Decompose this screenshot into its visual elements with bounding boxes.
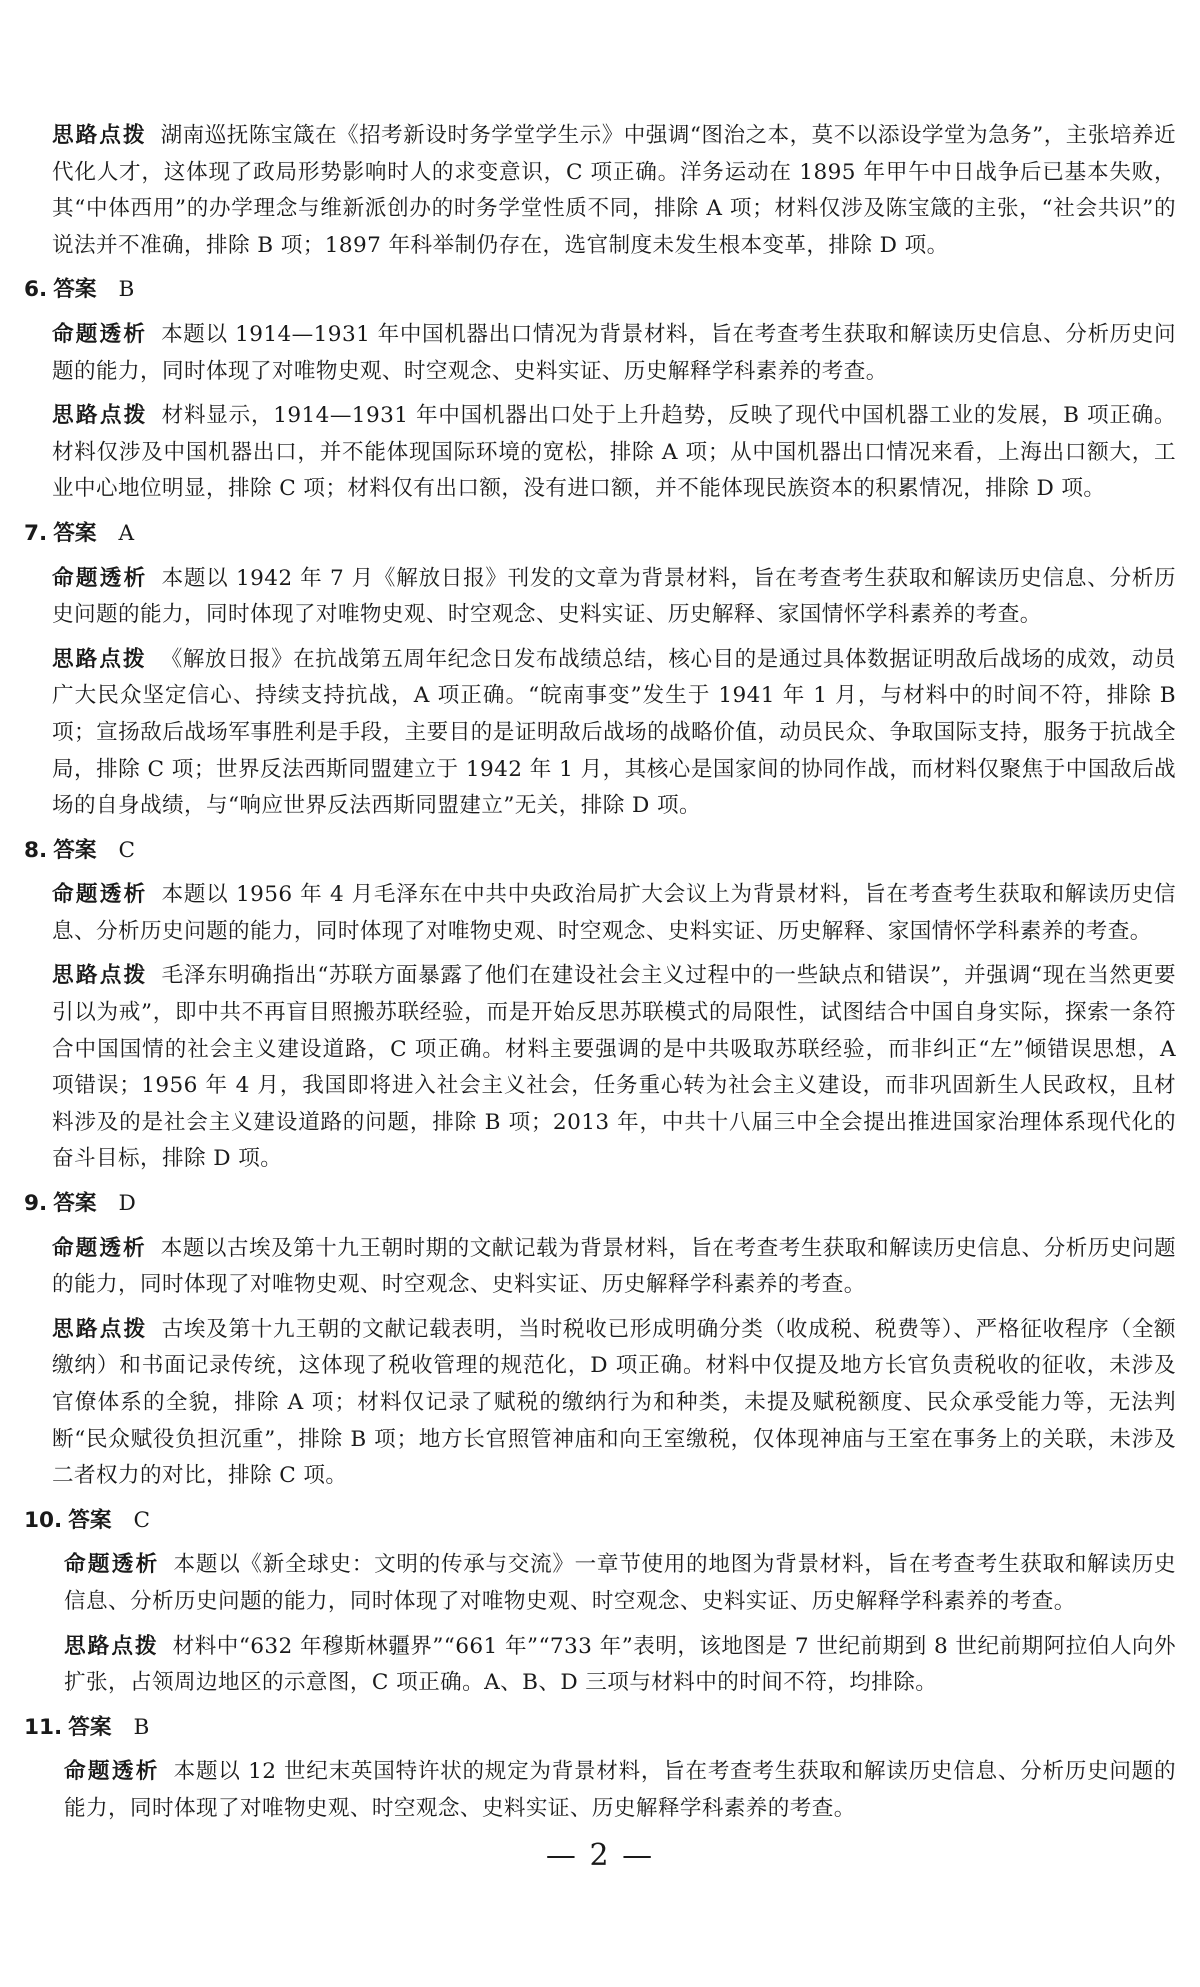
paragraph-text: 本题以古埃及第十九王朝时期的文献记载为背景材料，旨在考查考生获取和解读历史信息、分析历史问题的能力，同时体现了对唯物史观、时空观念、史料实证、历史解释学科素养的考查。 (52, 1235, 1176, 1298)
answer-row (0, 516, 1200, 553)
analysis-paragraph (0, 877, 1200, 950)
solution-paragraph (0, 118, 1200, 264)
paragraph-text: 本题以 1956 年 4 月毛泽东在中共中央政治局扩大会议上为背景材料，旨在考查考生获取和解读历史信息、分析历史问题的能力，同时体现了对唯物史观、时空观念、史料实证、历史解释、家国情怀学科素养的考查。 (52, 882, 1176, 944)
section-label: 命题透析 (52, 321, 148, 347)
section-label: 思路点拨 (52, 1316, 148, 1342)
section-label: 命题透析 (52, 882, 148, 908)
solution-paragraph (0, 398, 1200, 508)
question-number: 7. (24, 520, 48, 546)
section-label: 命题透析 (52, 1235, 147, 1261)
answer-label: 答案 (53, 277, 97, 303)
answer-label: 答案 (68, 1507, 112, 1533)
section-label: 命题透析 (64, 1552, 160, 1578)
answer-value: B (118, 277, 135, 303)
solution-paragraph (0, 958, 1200, 1178)
paragraph-text: 材料中“632 年穆斯林疆界”“661 年”“733 年”表明，该地图是 7 世纪前期到 8 世纪前期阿拉伯人向外扩张，占领周边地区的示意图，C 项正确。A、B、D 三项与材料中的时间不符，均排除。 (64, 1633, 1176, 1696)
paragraph-text: 本题以 1914—1931 年中国机器出口情况为背景材料，旨在考查考生获取和解读历史信息、分析历史问题的能力，同时体现了对唯物史观、时空观念、史料实证、历史解释学科素养的考查。 (52, 321, 1176, 384)
answer-row (0, 1503, 1200, 1540)
solution-paragraph (0, 642, 1200, 825)
section-label: 思路点拨 (52, 403, 148, 429)
question-number: 11. (24, 1714, 63, 1740)
paragraph-text: 古埃及第十九王朝的文献记载表明，当时税收已形成明确分类（收成税、税费等）、严格征收程序（全额缴纳）和书面记录传统，这体现了税收管理的规范化，D 项正确。材料中仅提及地方长官负责税收的征收，未涉及官僚体系的全貌，排除 A 项；材料仅记录了赋税的缴纳行为和种类，未提及赋税额度、民众承受能力等，无法判断“民众赋役负担沉重”，排除 B 项；地方长官照管神庙和向王室缴税，仅体现神庙与王室在事务上的关联，未涉及二者权力的对比，排除 C 项。 (52, 1316, 1176, 1489)
paragraph-text: 《解放日报》在抗战第五周年纪念日发布战绩总结，核心目的是通过具体数据证明敌后战场的成效，动员广大民众坚定信心、持续支持抗战，A 项正确。“皖南事变”发生于 1941 年 1 月，与材料中的时间不符，排除 B 项；宣扬敌后战场军事胜利是手段，主要目的是证明敌后战场的战略价值，动员民众、争取国际支持，服务于抗战全局，排除 C 项；世界反法西斯同盟建立于 1942 年 1 月，其核心是国家间的协同作战，而材料仅聚焦于中国敌后战场的自身战绩，与“响应世界反法西斯同盟建立”无关，排除 D 项。 (52, 646, 1176, 819)
solution-paragraph (0, 1629, 1200, 1702)
analysis-paragraph (0, 1754, 1200, 1827)
section-label: 思路点拨 (64, 1633, 159, 1659)
answer-label: 答案 (53, 1191, 97, 1217)
answer-row (0, 272, 1200, 309)
analysis-paragraph (0, 1231, 1200, 1304)
paragraph-text: 本题以 12 世纪末英国特许状的规定为背景材料，旨在考查考生获取和解读历史信息、分析历史问题的能力，同时体现了对唯物史观、时空观念、史料实证、历史解释学科素养的考查。 (64, 1759, 1176, 1821)
analysis-paragraph (0, 561, 1200, 634)
analysis-paragraph (0, 317, 1200, 390)
answer-value: C (118, 837, 135, 863)
section-label: 思路点拨 (52, 646, 147, 672)
question-number: 9. (24, 1191, 48, 1217)
answer-label: 答案 (53, 520, 97, 546)
paragraph-text: 本题以《新全球史：文明的传承与交流》一章节使用的地图为背景材料，旨在考查考生获取和解读历史信息、分析历史问题的能力，同时体现了对唯物史观、时空观念、史料实证、历史解释学科素养的考查。 (64, 1552, 1176, 1614)
question-number: 10. (24, 1507, 63, 1533)
answer-value: A (118, 520, 135, 546)
answer-label: 答案 (68, 1714, 112, 1740)
answer-label: 答案 (53, 837, 97, 863)
solution-paragraph (0, 1312, 1200, 1495)
question-number: 8. (24, 837, 48, 863)
section-label: 思路点拨 (52, 123, 147, 148)
answer-row (0, 833, 1200, 870)
paragraph-text: 材料显示，1914—1931 年中国机器出口处于上升趋势，反映了现代中国机器工业的发展，B 项正确。材料仅涉及中国机器出口，并不能体现国际环境的宽松，排除 A 项；从中国机器出口情况来看，上海出口额大，工业中心地位明显，排除 C 项；材料仅有出口额，没有进口额，并不能体现民族资本的积累情况，排除 D 项。 (52, 403, 1176, 502)
answer-explanations (0, 118, 1200, 1828)
paragraph-text: 毛泽东明确指出“苏联方面暴露了他们在建设社会主义过程中的一些缺点和错误”，并强调“现在当然更要引以为戒”，即中共不再盲目照搬苏联经验，而是开始反思苏联模式的局限性，试图结合中国自身实际，探索一条符合中国国情的社会主义建设道路，C 项正确。材料主要强调的是中共吸取苏联经验，而非纠正“左”倾错误思想，A 项错误；1956 年 4 月，我国即将进入社会主义社会，任务重心转为社会主义建设，而非巩固新生人民政权，且材料涉及的是社会主义建设道路的问题，排除 B 项；2013 年，中共十八届三中全会提出推进国家治理体系现代化的奋斗目标，排除 D 项。 (52, 963, 1176, 1172)
answer-value: D (118, 1191, 136, 1217)
section-label: 思路点拨 (52, 963, 148, 989)
section-label: 命题透析 (64, 1759, 160, 1785)
question-number: 6. (24, 277, 48, 303)
answer-value: B (133, 1714, 150, 1740)
section-label: 命题透析 (52, 565, 148, 591)
analysis-paragraph (0, 1547, 1200, 1620)
page-number: — 2 — (545, 1838, 655, 1873)
answer-row (0, 1186, 1200, 1223)
answer-value: C (133, 1507, 150, 1533)
paragraph-text: 湖南巡抚陈宝箴在《招考新设时务学堂学生示》中强调“图治之本，莫不以添设学堂为急务”，主张培养近代化人才，这体现了政局形势影响时人的求变意识，C 项正确。洋务运动在 1895 年甲午中日战争后已基本失败，其“中体西用”的办学理念与维新派创办的时务学堂性质不同，排除 A 项；材料仅涉及陈宝箴的主张，“社会共识”的说法并不准确，排除 B 项；1897 年科举制仍存在，选官制度未发生根本变革，排除 D 项。 (52, 123, 1176, 258)
answer-row (0, 1710, 1200, 1747)
paragraph-text: 本题以 1942 年 7 月《解放日报》刊发的文章为背景材料，旨在考查考生获取和解读历史信息、分析历史问题的能力，同时体现了对唯物史观、时空观念、史料实证、历史解释、家国情怀学科素养的考查。 (52, 565, 1176, 628)
